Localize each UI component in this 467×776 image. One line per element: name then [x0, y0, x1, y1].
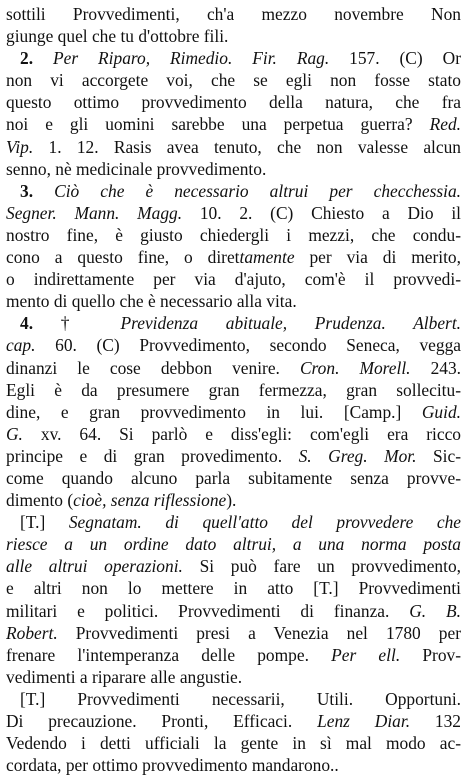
sense-number: 2.: [20, 48, 34, 69]
text-line: [6, 423, 461, 445]
italic-text: Ciò che è necessario altrui per checchessia.: [54, 180, 461, 201]
sense-number: 4.: [20, 313, 34, 334]
text-segment: Vedendo i detti ufficiali la gente in sì mal modo ac-: [6, 733, 461, 754]
italic-text: G.: [6, 423, 23, 444]
text-line: [6, 202, 461, 224]
text-line: [6, 136, 461, 158]
text-segment: 60. (C) Provvedimento, secondo Seneca, vegga: [35, 335, 461, 356]
text-segment: Si può fare un provvedimento,: [182, 556, 461, 577]
text-line: [6, 25, 461, 47]
italic-text: Lenz Diar.: [317, 711, 411, 731]
text-segment: Egli è da presumere gran fermezza, gran sollecitu-: [6, 379, 461, 400]
text-line: [6, 113, 461, 135]
text-segment: sottili Provvedimenti, ch'a mezzo novembre Non: [6, 4, 461, 24]
text-segment: non vi accorgete voi, che se egli non fosse stato: [6, 70, 461, 91]
text-segment: [33, 48, 53, 68]
text-line: [6, 180, 461, 202]
text-segment: [33, 181, 54, 201]
italic-text: Segnatam. di quell'atto del provvedere che: [68, 512, 461, 533]
italic-text: cioè, senza riflessione: [73, 490, 227, 511]
text-line: [6, 533, 461, 555]
italic-text: riesce a un ordine dato altrui, a una norma posta: [6, 534, 461, 555]
text-segment: dine, e gran provvedimento in lui. [Camp.]: [6, 401, 422, 422]
text-line: [6, 312, 461, 334]
text-segment: 10. 2. (C) Chiesto a Dio il: [182, 202, 461, 223]
text-segment: principe e di gran provedimento.: [6, 445, 299, 466]
text-line: [6, 688, 461, 710]
entry-text-body: [6, 3, 461, 776]
text-segment: dimento (: [6, 490, 74, 511]
text-segment: [T.]: [20, 512, 69, 533]
text-segment: Di precauzione. Pronti, Efficaci.: [6, 711, 318, 731]
text-segment: frenare l'intemperanza delle pompe.: [6, 644, 332, 665]
text-segment: per via di merito,: [294, 247, 461, 268]
text-line: [6, 357, 461, 379]
text-line: [6, 268, 461, 290]
italic-text: Robert.: [6, 622, 58, 643]
sense-number: 3.: [20, 180, 34, 201]
italic-text: Per Riparo, Rimedio. Fir. Rag.: [53, 48, 330, 69]
text-line: [6, 401, 461, 423]
italic-text: S. Greg. Mor.: [298, 445, 417, 466]
text-line: [6, 224, 461, 246]
text-line: [6, 246, 461, 268]
italic-text: Previdenza abituale, Prudenza. Albert.: [120, 313, 461, 334]
text-line: [6, 489, 461, 511]
text-line: [6, 290, 461, 312]
text-segment: 1. 12. Rasis avea tenuto, che non valesse alcun: [33, 136, 461, 157]
text-line: [6, 334, 461, 356]
text-segment: cordata, per ottimo provvedimento mandarono..: [6, 755, 339, 776]
text-segment: questo ottimo provvedimento della natura, che fra: [6, 92, 461, 113]
text-line: [6, 600, 461, 622]
text-line: [6, 754, 461, 776]
text-line: [6, 732, 461, 754]
text-segment: 243.: [410, 357, 461, 378]
text-line: [6, 158, 461, 180]
text-segment: 132: [410, 711, 461, 731]
text-segment: †: [33, 313, 121, 334]
text-segment: xv. 64. Si parlò e diss'egli: com'egli era ricco: [22, 423, 461, 444]
text-segment: noi e gli uomini sarebbe una perpetua guerra?: [6, 114, 430, 135]
italic-text: Vip.: [6, 136, 34, 157]
italic-text: cap.: [6, 335, 36, 356]
italic-text: Per ell.: [331, 644, 401, 665]
text-line: [6, 3, 461, 25]
text-segment: senno, nè medicinale provvedimento.: [6, 158, 267, 179]
italic-text: Guid.: [421, 401, 461, 422]
text-segment: [T.] Provvedimenti necessarii, Utili. Opportuni.: [20, 688, 461, 709]
text-line: [6, 467, 461, 489]
text-line: [6, 555, 461, 577]
text-segment: Prov-: [400, 644, 461, 665]
text-line: [6, 91, 461, 113]
text-segment: cono a questo fine, o diret: [6, 247, 240, 268]
text-segment: mento di quello che è necessario alla vita.: [6, 291, 297, 312]
text-segment: nostro fine, è giusto chiedergli i mezzi, che condu-: [6, 224, 461, 245]
italic-text: Red.: [429, 114, 461, 135]
text-line: [6, 511, 461, 533]
italic-text: Segner. Mann. Magg.: [6, 202, 183, 223]
text-segment: vedimenti a riparare alle angustie.: [6, 666, 243, 687]
text-line: [6, 622, 461, 644]
text-line: [6, 379, 461, 401]
text-segment: 157. (C) Or: [329, 48, 461, 69]
text-segment: o indirettamente per via d'ajuto, com'è il provvedi-: [6, 269, 461, 290]
text-segment: e altri non lo mettere in atto [T.] Provvedimenti: [6, 578, 461, 599]
text-line: [6, 666, 461, 688]
text-segment: ).: [226, 490, 237, 511]
italic-text: alle altrui operazioni.: [6, 556, 183, 577]
text-segment: dinanzi le cose debbon venire.: [6, 357, 300, 378]
text-segment: come quando alcuno parla subitamente senza provve-: [6, 467, 461, 488]
text-line: [6, 710, 461, 732]
text-line: [6, 644, 461, 666]
italic-text: tamente: [239, 247, 295, 268]
text-segment: militari e politici. Provvedimenti di finanza.: [6, 600, 410, 621]
italic-text: Cron. Morell.: [299, 357, 411, 378]
text-segment: Sic-: [416, 445, 461, 466]
italic-text: G. B.: [409, 600, 461, 621]
text-segment: Provvedimenti presi a Venezia nel 1780 per: [57, 622, 461, 643]
text-line: [6, 577, 461, 599]
text-line: [6, 69, 461, 91]
text-line: [6, 445, 461, 467]
text-line: [6, 47, 461, 69]
text-segment: giunge quel che tu d'ottobre fili.: [6, 26, 229, 47]
